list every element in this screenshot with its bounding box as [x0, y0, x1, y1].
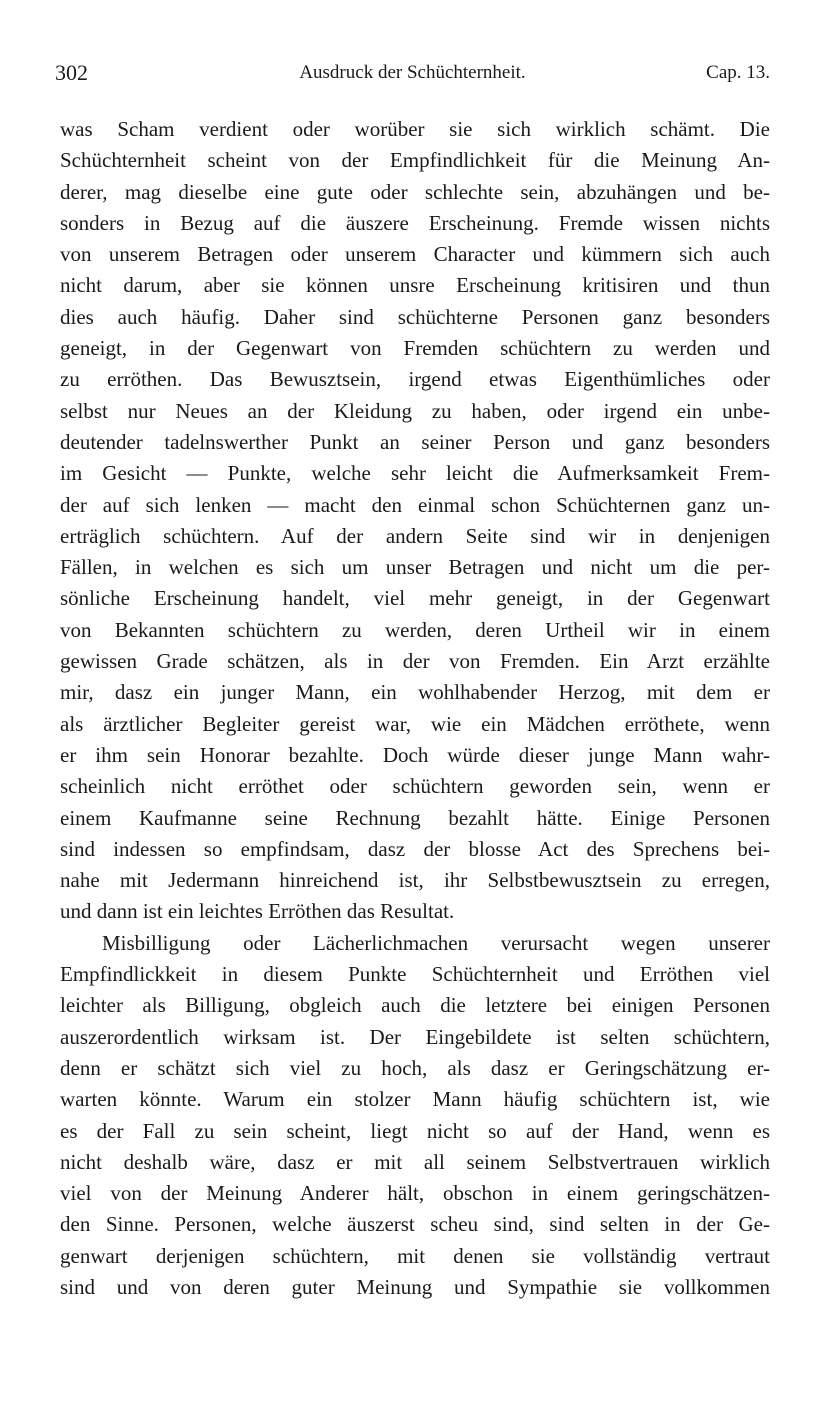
- text-line: der auf sich lenken — macht den einmal schon Schüchternen ganz un-: [60, 492, 770, 517]
- text-line: sind und von deren guter Meinung und Sympathie sie vollkommen: [60, 1274, 770, 1299]
- text-line: was Scham verdient oder worüber sie sich wirklich schämt. Die: [60, 117, 770, 141]
- text-line: auszerordentlich wirksam ist. Der Eingebildete ist selten schüchtern,: [60, 1024, 770, 1049]
- text-line: denn er schätzt sich viel zu hoch, als dasz er Geringschätzung er-: [60, 1055, 770, 1080]
- text-line: von unserem Betragen oder unserem Character und kümmern sich auch: [60, 242, 770, 267]
- text-line: Fällen, in welchen es sich um unser Betragen und nicht um die per-: [60, 555, 770, 580]
- running-title: Ausdruck der Schüchternheit.: [299, 62, 526, 83]
- text-line: zu erröthen. Das Bewusztsein, irgend etwas Eigenthümliches oder: [60, 367, 770, 392]
- text-line: sind indessen so empfindsam, dasz der blosse Act des Sprechens bei-: [60, 836, 770, 861]
- text-line: im Gesicht — Punkte, welche sehr leicht die Aufmerksamkeit Frem-: [60, 461, 770, 486]
- text-line: viel von der Meinung Anderer hält, obschon in einem geringschätzen-: [60, 1181, 770, 1206]
- text-line: es der Fall zu sein scheint, liegt nicht so auf der Hand, wenn es: [60, 1118, 770, 1143]
- text-line: genwart derjenigen schüchtern, mit denen sie vollständig vertraut: [60, 1243, 770, 1268]
- text-line: sönliche Erscheinung handelt, viel mehr geneigt, in der Gegenwart: [60, 586, 770, 611]
- text-line: nicht deshalb wäre, dasz er mit all seinem Selbstvertrauen wirklich: [60, 1149, 770, 1174]
- paragraph: [60, 114, 770, 928]
- text-line: den Sinne. Personen, welche äuszerst scheu sind, sind selten in der Ge-: [60, 1212, 770, 1237]
- text-line: er ihm sein Honorar bezahlte. Doch würde dieser junge Mann wahr-: [60, 742, 770, 767]
- text-line: selbst nur Neues an der Kleidung zu haben, oder irgend ein unbe-: [60, 398, 770, 423]
- text-line: geneigt, in der Gegenwart von Fremden schüchtern zu werden und: [60, 336, 770, 361]
- chapter-reference: Cap. 13.: [706, 62, 770, 83]
- paragraph: [60, 928, 770, 1304]
- text-line: nicht darum, aber sie können unsre Erscheinung kritisiren und thun: [60, 273, 770, 298]
- body-text: [60, 114, 770, 1303]
- text-line: mir, dasz ein junger Mann, ein wohlhabender Herzog, mit dem er: [60, 680, 770, 705]
- text-line: Empfindlickkeit in diesem Punkte Schüchternheit und Erröthen viel: [60, 962, 770, 987]
- text-line: deutender tadelnswerther Punkt an seiner Person und ganz besonders: [60, 429, 770, 454]
- text-line: erträglich schüchtern. Auf der andern Seite sind wir in denjenigen: [60, 523, 770, 548]
- text-line: von Bekannten schüchtern zu werden, deren Urtheil wir in einem: [60, 617, 770, 642]
- text-line: gewissen Grade schätzen, als in der von Fremden. Ein Arzt erzählte: [60, 649, 770, 674]
- text-line: als ärztlicher Begleiter gereist war, wie ein Mädchen erröthete, wenn: [60, 711, 770, 736]
- text-line: Misbilligung oder Lächerlichmachen verursacht wegen unserer: [102, 930, 770, 955]
- text-line: leichter als Billigung, obgleich auch die letztere bei einigen Personen: [60, 993, 770, 1018]
- text-line: nahe mit Jedermann hinreichend ist, ihr Selbstbewusztsein zu erregen,: [60, 868, 770, 893]
- text-line: Schüchternheit scheint von der Empfindlichkeit für die Meinung An-: [60, 148, 770, 173]
- text-line: sonders in Bezug auf die äuszere Erscheinung. Fremde wissen nichts: [60, 210, 770, 235]
- text-line: warten könnte. Warum ein stolzer Mann häufig schüchtern ist, wie: [60, 1087, 770, 1112]
- running-head: [55, 60, 770, 90]
- text-line: derer, mag dieselbe eine gute oder schlechte sein, abzuhängen und be-: [60, 179, 770, 204]
- page-number: 302: [55, 60, 88, 85]
- text-line: scheinlich nicht erröthet oder schüchtern geworden sein, wenn er: [60, 774, 770, 799]
- text-line: einem Kaufmanne seine Rechnung bezahlt hätte. Einige Personen: [60, 805, 770, 830]
- text-line: und dann ist ein leichtes Erröthen das Resultat.: [60, 899, 455, 924]
- text-line: dies auch häufig. Daher sind schüchterne Personen ganz besonders: [60, 304, 770, 329]
